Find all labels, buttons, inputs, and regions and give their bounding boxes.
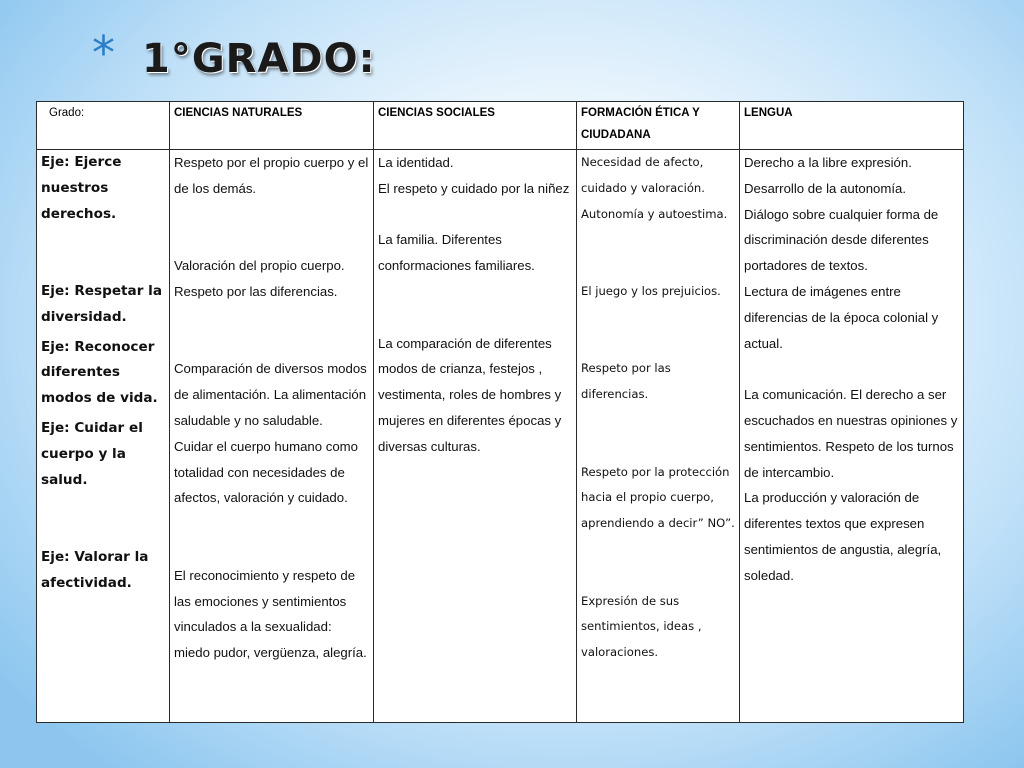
content-item: Cuidar el cuerpo humano como totalidad con necesidades de afectos, valoración y cuidado.	[174, 438, 358, 506]
content-item: Lectura de imágenes entre diferencias de la época colonial y actual.	[744, 283, 939, 351]
lengua-cell	[740, 150, 964, 723]
content-item: La producción y valoración de diferentes textos que expresen sentimientos de angustia, alegría, soledad.	[744, 490, 942, 583]
content-item: El juego y los prejuicios.	[581, 283, 721, 298]
content-item: Respeto por las diferencias.	[581, 361, 671, 402]
content-item: La comparación de diferentes modos de crianza, festejos , vestimenta, roles de hombres y mujeres en diferentes épocas y diversas culturas.	[378, 335, 562, 454]
content-item: El reconocimiento y respeto de las emociones y sentimientos vinculados a la sexualidad: miedo pudor, vergüenza, alegría.	[174, 567, 367, 661]
content-item: Respeto por las diferencias.	[174, 283, 338, 299]
eje-item: Eje: Reconocer diferentes modos de vida.	[41, 338, 158, 407]
content-item: Desarrollo de la autonomía.	[744, 180, 907, 196]
content-item: Comparación de diversos modos de alimentación. La alimentación saludable y no saludable.	[174, 361, 367, 428]
eje-item: Eje: Cuidar el cuerpo y la salud.	[41, 419, 143, 488]
content-item: La identidad.	[378, 155, 454, 170]
header-ciencias-sociales: CIENCIAS SOCIALES	[374, 102, 577, 150]
title-bullet-icon: *	[92, 26, 115, 80]
content-item: El respeto y cuidado por la niñez	[378, 180, 570, 196]
content-item: Expresión de sus sentimientos, ideas , valoraciones.	[581, 593, 702, 660]
content-item: Respeto por el propio cuerpo y el de los demás.	[174, 155, 369, 196]
eje-item: Eje: Ejerce nuestros derechos.	[41, 154, 122, 222]
content-item: Respeto por la protección hacia el propio cuerpo, aprendiendo a decir” NO”.	[581, 464, 735, 531]
ciencias-sociales-cell	[374, 150, 577, 723]
curriculum-table	[36, 101, 964, 723]
header-lengua: LENGUA	[740, 102, 964, 150]
ejes-cell	[37, 150, 170, 723]
content-item: La familia. Diferentes conformaciones familiares.	[378, 232, 535, 274]
header-ciencias-naturales: CIENCIAS NATURALES	[170, 102, 374, 150]
header-grado: Grado:	[37, 102, 170, 150]
content-item: Autonomía y autoestima.	[581, 206, 728, 221]
formacion-etica-cell	[577, 150, 740, 723]
content-item: Derecho a la libre expresión.	[744, 155, 912, 170]
table-body-row	[37, 150, 964, 723]
eje-item: Eje: Respetar la diversidad.	[41, 282, 163, 325]
content-item: Diálogo sobre cualquier forma de discriminación desde diferentes portadores de textos.	[744, 206, 939, 274]
header-formacion-etica: FORMACIÓN ÉTICA Y CIUDADANA	[577, 102, 740, 150]
content-item: Valoración del propio cuerpo.	[174, 258, 345, 274]
content-item: Necesidad de afecto, cuidado y valoración.	[581, 155, 705, 195]
slide-title: 1°GRADO:	[142, 36, 376, 82]
ciencias-naturales-cell	[170, 150, 374, 723]
table-header-row	[37, 102, 964, 150]
content-item: La comunicación. El derecho a ser escuchados en nuestras opiniones y sentimientos. Respeto de los turnos de intercambio.	[744, 387, 958, 480]
eje-item: Eje: Valorar la afectividad.	[41, 548, 149, 591]
